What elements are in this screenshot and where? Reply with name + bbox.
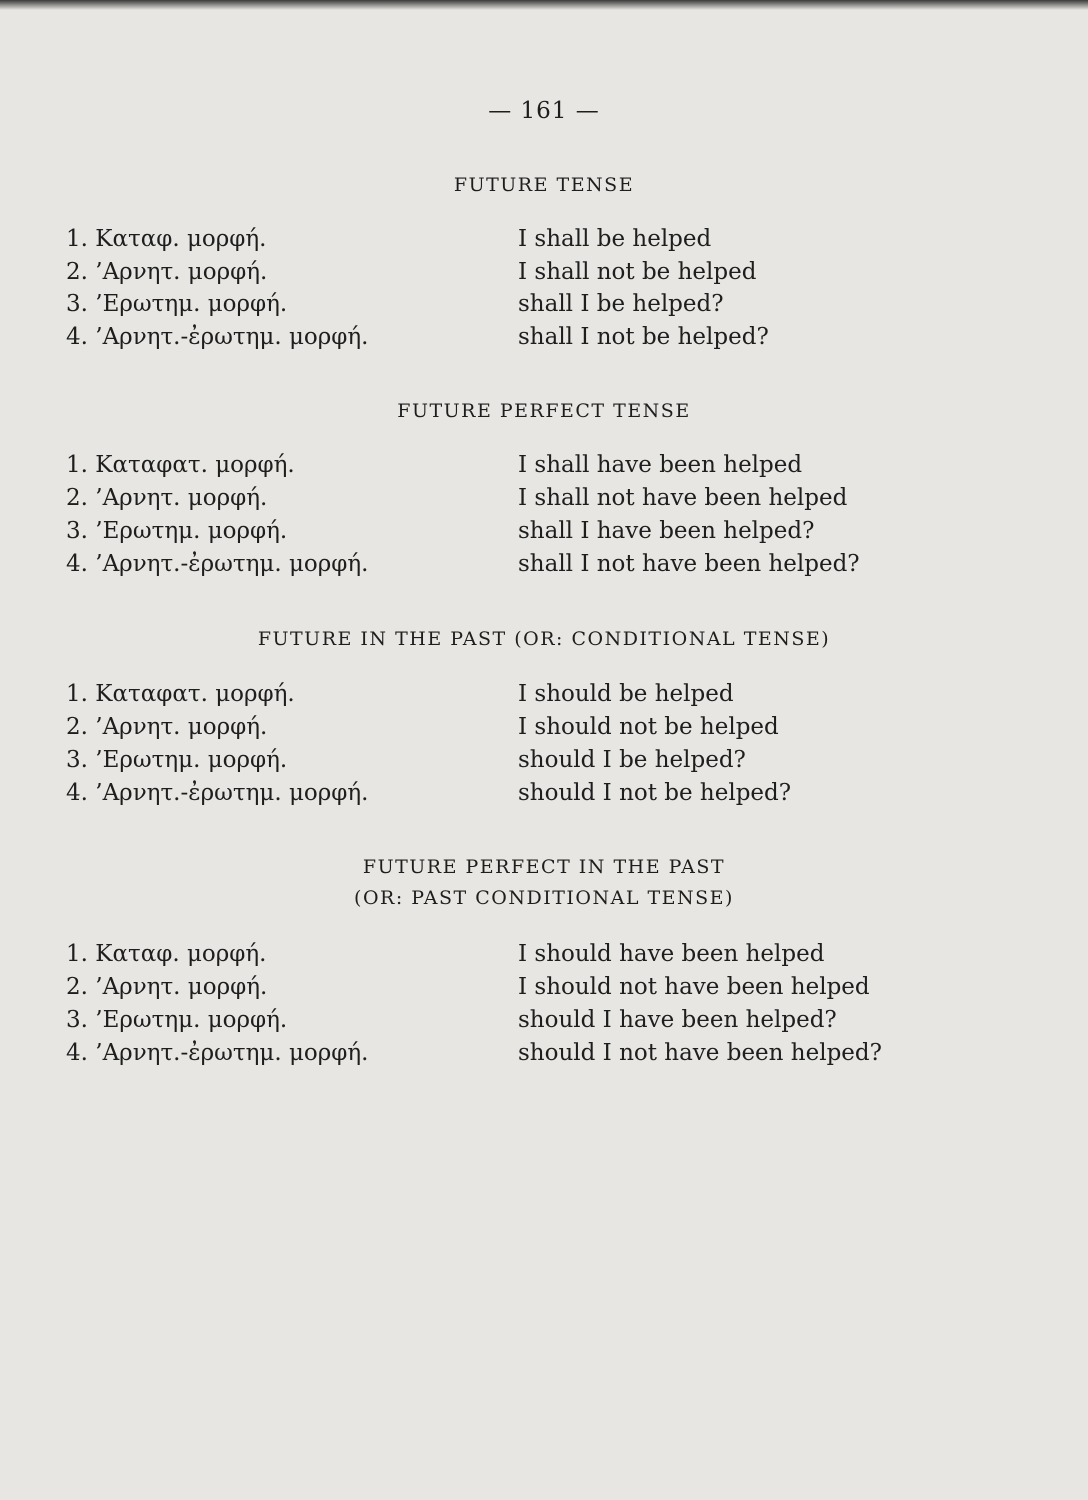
english-translation: I shall be helped [518,226,712,252]
english-translation: should I have been helped? [518,1007,837,1033]
greek-form: 3. ’Ερωτημ. μορφή. [66,291,288,317]
conjugation-row [0,485,1088,517]
conjugation-row [0,518,1088,550]
greek-form: 2. ’Αρνητ. μορφή. [66,259,268,285]
section-heading-future-perfect: FUTURE PERFECT TENSE [397,400,691,422]
section-heading-future-in-the-past: FUTURE IN THE PAST (OR: CONDITIONAL TENSE) [257,628,831,650]
conjugation-row [0,551,1088,583]
english-translation: should I not have been helped? [518,1040,882,1066]
conjugation-row [0,291,1088,323]
conjugation-row [0,1007,1088,1039]
greek-form: 1. Καταφ. μορφή. [66,941,267,967]
conjugation-row [0,941,1088,973]
english-translation: I should not have been helped [518,974,870,1000]
conjugation-row [0,226,1088,258]
greek-form: 3. ’Ερωτημ. μορφή. [66,1007,288,1033]
greek-form: 4. ’Αρνητ.-ἐρωτημ. μορφή. [66,1040,369,1066]
page-number: — 161 — [488,98,600,124]
greek-form: 4. ’Αρνητ.-ἐρωτημ. μορφή. [66,780,369,806]
conjugation-row [0,324,1088,356]
greek-form: 2. ’Αρνητ. μορφή. [66,974,268,1000]
greek-form: 1. Καταφατ. μορφή. [66,452,295,478]
conjugation-row [0,714,1088,746]
greek-form: 4. ’Αρνητ.-ἐρωτημ. μορφή. [66,324,369,350]
section-heading-future-perfect-in-the-past: FUTURE PERFECT IN THE PAST [362,856,726,878]
greek-form: 1. Καταφατ. μορφή. [66,681,295,707]
english-translation: shall I have been helped? [518,518,815,544]
greek-form: 2. ’Αρνητ. μορφή. [66,714,268,740]
greek-form: 2. ’Αρνητ. μορφή. [66,485,268,511]
english-translation: shall I not be helped? [518,324,769,350]
greek-form: 3. ’Ερωτημ. μορφή. [66,747,288,773]
english-translation: I should have been helped [518,941,825,967]
english-translation: I should be helped [518,681,734,707]
conjugation-row [0,259,1088,291]
conjugation-row [0,681,1088,713]
page-edge-shadow [0,0,1088,10]
english-translation: shall I not have been helped? [518,551,860,577]
english-translation: I shall not have been helped [518,485,848,511]
greek-form: 1. Καταφ. μορφή. [66,226,267,252]
english-translation: I shall not be helped [518,259,757,285]
conjugation-row [0,747,1088,779]
conjugation-row [0,452,1088,484]
english-translation: shall I be helped? [518,291,724,317]
greek-form: 3. ’Ερωτημ. μορφή. [66,518,288,544]
english-translation: should I be helped? [518,747,746,773]
english-translation: should I not be helped? [518,780,792,806]
greek-form: 4. ’Αρνητ.-ἐρωτημ. μορφή. [66,551,369,577]
english-translation: I should not be helped [518,714,779,740]
english-translation: I shall have been helped [518,452,803,478]
section-subheading: (OR: PAST CONDITIONAL TENSE) [354,887,734,909]
conjugation-row [0,780,1088,812]
conjugation-row [0,1040,1088,1072]
conjugation-row [0,974,1088,1006]
section-heading-future: FUTURE TENSE [453,174,635,196]
